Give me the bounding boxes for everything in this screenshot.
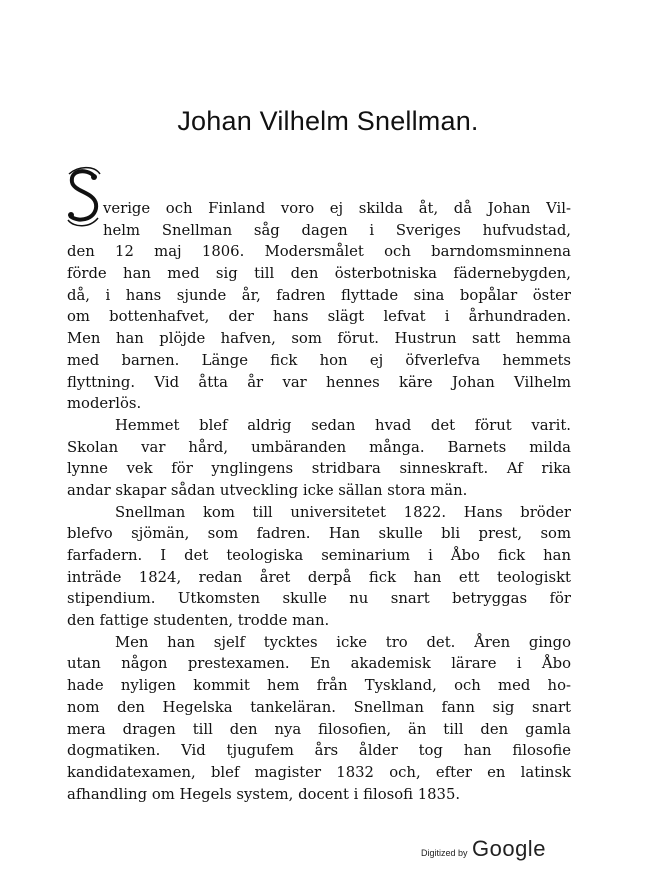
drop-cap-ornament: [64, 166, 104, 230]
text-line: då, i hans sjunde år, fadren flyttade sina bopålar öster: [67, 286, 571, 304]
body-text: [67, 198, 571, 805]
text-line: blefvo sjömän, som fadren. Han skulle bli prest, som: [67, 525, 571, 543]
text-line: utan någon prestexamen. En akademisk lärare i Åbo: [67, 655, 571, 673]
text-line: förde han med sig till den österbotniska fädernebygden,: [67, 265, 571, 283]
text-line: afhandling om Hegels system, docent i filosofi 1835.: [67, 785, 461, 803]
text-line: farfadern. I det teologiska seminarium i Åbo fick han: [67, 547, 571, 564]
text-line: med barnen. Länge fick hon ej öfverlefva hemmets: [67, 351, 571, 369]
text-line: inträde 1824, redan året derpå fick han ett teologiskt: [67, 568, 571, 586]
text-line: lynne vek för ynglingens stridbara sinneskraft. Af rika: [67, 460, 571, 478]
text-line: flyttning. Vid åtta år var hennes käre Johan Vilhelm: [67, 373, 571, 391]
text-line: den 12 maj 1806. Modersmålet och barndomsminnena: [67, 243, 571, 261]
text-line: andar skapar sådan utveckling icke sällan stora män.: [67, 481, 468, 499]
text-line: Snellman kom till universitetet 1822. Hans bröder: [115, 503, 571, 521]
text-line: moderlös.: [67, 395, 142, 413]
text-line: mera dragen till den nya filosofien, än till den gamla: [67, 720, 571, 738]
text-line: Hemmet blef aldrig sedan hvad det förut varit.: [115, 416, 571, 434]
text-line: nom den Hegelska tankeläran. Snellman fann sig snart: [67, 698, 571, 716]
page-title: Johan Vilhelm Snellman.: [177, 106, 479, 136]
digitized-by-google-watermark: [421, 836, 546, 862]
text-line: den fattige studenten, trodde man.: [67, 612, 330, 630]
digitized-label: Digitized by: [421, 848, 468, 858]
text-line: dogmatiken. Vid tjugufem års ålder tog han filosofie: [67, 742, 571, 760]
text-line: hade nyligen kommit hem från Tyskland, och med ho-: [67, 677, 571, 695]
text-line: om bottenhafvet, der hans slägt lefvat i århundraden.: [67, 308, 571, 326]
text-line: stipendium. Utkomsten skulle nu snart betryggas för: [67, 590, 571, 608]
text-line: kandidatexamen, blef magister 1832 och, efter en latinsk: [67, 763, 571, 781]
text-line: Men han sjelf tycktes icke tro det. Åren gingo: [115, 633, 571, 651]
google-logo-text: Google: [471, 836, 546, 861]
text-line: verige och Finland voro ej skilda åt, då Johan Vil-: [103, 200, 571, 217]
text-line: helm Snellman såg dagen i Sveriges hufvudstad,: [103, 221, 571, 239]
text-line: Skolan var hård, umbäranden många. Barnets milda: [67, 438, 571, 456]
text-line: Men han plöjde hafven, som förut. Hustrun satt hemma: [67, 330, 571, 348]
